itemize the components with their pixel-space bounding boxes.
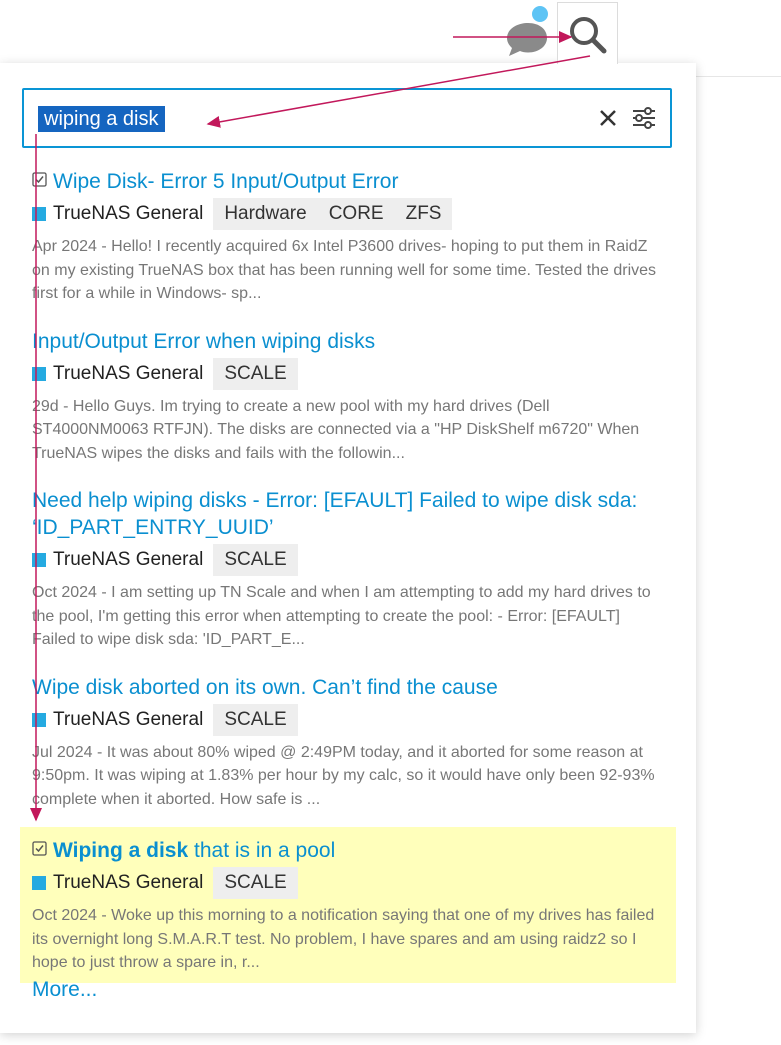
result-title-text: Need help wiping disks - Error: [EFAULT] Failed to wipe disk sda: ‘ID_PART_ENTRY_UUID’ (32, 489, 638, 539)
notification-dot (530, 4, 550, 24)
search-result[interactable] (20, 473, 676, 660)
result-tags (213, 867, 297, 899)
search-button[interactable] (557, 2, 618, 64)
search-result-highlighted[interactable] (20, 827, 676, 983)
more-results-link[interactable]: More... (32, 978, 98, 1001)
header-divider (696, 76, 781, 77)
result-tags (213, 358, 297, 390)
result-tags (213, 544, 297, 576)
category-color-badge (32, 207, 46, 221)
result-title[interactable] (32, 674, 664, 701)
result-title-text: Wipe disk aborted on its own. Can’t find the cause (32, 675, 498, 699)
result-tags (213, 198, 452, 230)
result-tag[interactable]: CORE (328, 203, 384, 224)
result-tag[interactable]: SCALE (224, 708, 287, 730)
result-tag[interactable]: ZFS (405, 203, 442, 224)
result-tag[interactable]: SCALE (224, 362, 287, 384)
result-category[interactable]: TrueNAS General (53, 203, 204, 224)
result-meta (32, 703, 664, 737)
result-tag[interactable]: SCALE (224, 549, 287, 570)
search-result[interactable] (20, 163, 676, 314)
clear-search-button[interactable] (596, 106, 620, 130)
search-results-list (20, 163, 676, 983)
result-tag[interactable]: Hardware (224, 203, 307, 224)
category-color-badge (32, 553, 46, 567)
search-result[interactable] (20, 314, 676, 474)
sliders-icon (630, 104, 658, 132)
result-title-text: Wipe Disk- Error 5 Input/Output Error (53, 170, 399, 193)
result-title-match: Wiping a disk (53, 839, 189, 862)
result-blurb: Jul 2024 - It was about 80% wiped @ 2:49PM today, and it aborted for some reason at 9:50pm. It was wiping at 1.83% per hour by my calc, so it would have only been 92-93% complete when it aborted. How safe is ... (32, 743, 655, 808)
result-meta (32, 197, 664, 231)
result-title-rest: that is in a pool (188, 839, 336, 862)
result-meta (32, 357, 664, 391)
category-color-badge (32, 876, 46, 890)
result-category[interactable]: TrueNAS General (53, 549, 204, 570)
result-category[interactable]: TrueNAS General (53, 708, 204, 730)
category-color-badge (32, 367, 46, 381)
result-title[interactable] (32, 328, 664, 355)
advanced-search-button[interactable] (630, 104, 658, 132)
search-menu-panel (0, 63, 696, 1033)
search-icon (568, 15, 608, 55)
close-icon (596, 106, 620, 130)
search-box (22, 88, 672, 148)
search-result[interactable] (20, 660, 676, 820)
result-blurb: 29d - Hello Guys. Im trying to create a new pool with my hard drives (Dell ST4000NM0063 RTFJN). The disks are connected via a "HP DiskShelf m6720" When TrueNAS wipes the disks and fails with the followin... (32, 397, 640, 462)
search-input[interactable] (38, 104, 165, 134)
result-blurb: Oct 2024 - Woke up this morning to a notification saying that one of my drives has failed its overnight long S.M.A.R.T test. No problem, I have spares and am using raidz2 so I hope to just throw a spare in, r... (32, 907, 655, 971)
result-category[interactable]: TrueNAS General (53, 362, 204, 384)
result-title[interactable] (32, 487, 664, 541)
result-tags (213, 704, 297, 736)
result-blurb: Oct 2024 - I am setting up TN Scale and when I am attempting to add my hard drives to the pool, I'm getting this error when attempting to create the pool: - Error: [EFAULT] Failed to wipe disk sda: 'ID_PART_E... (32, 584, 651, 648)
solved-checkbox-icon (32, 172, 47, 187)
result-meta (32, 543, 664, 577)
solved-checkbox-icon (32, 841, 47, 856)
result-blurb: Apr 2024 - Hello! I recently acquired 6x Intel P3600 drives- hoping to put them in RaidZ on my existing TrueNAS box that has been running well for some time. Tested the drives first for a while in Windows- sp... (32, 238, 657, 302)
result-title[interactable] (32, 168, 664, 195)
result-tag[interactable]: SCALE (224, 872, 287, 893)
category-color-badge (32, 713, 46, 727)
search-query-text: wiping a disk (38, 106, 165, 132)
result-category[interactable]: TrueNAS General (53, 872, 204, 893)
result-meta (32, 866, 664, 900)
result-title[interactable] (32, 837, 664, 864)
result-title-text: Input/Output Error when wiping disks (32, 329, 376, 353)
